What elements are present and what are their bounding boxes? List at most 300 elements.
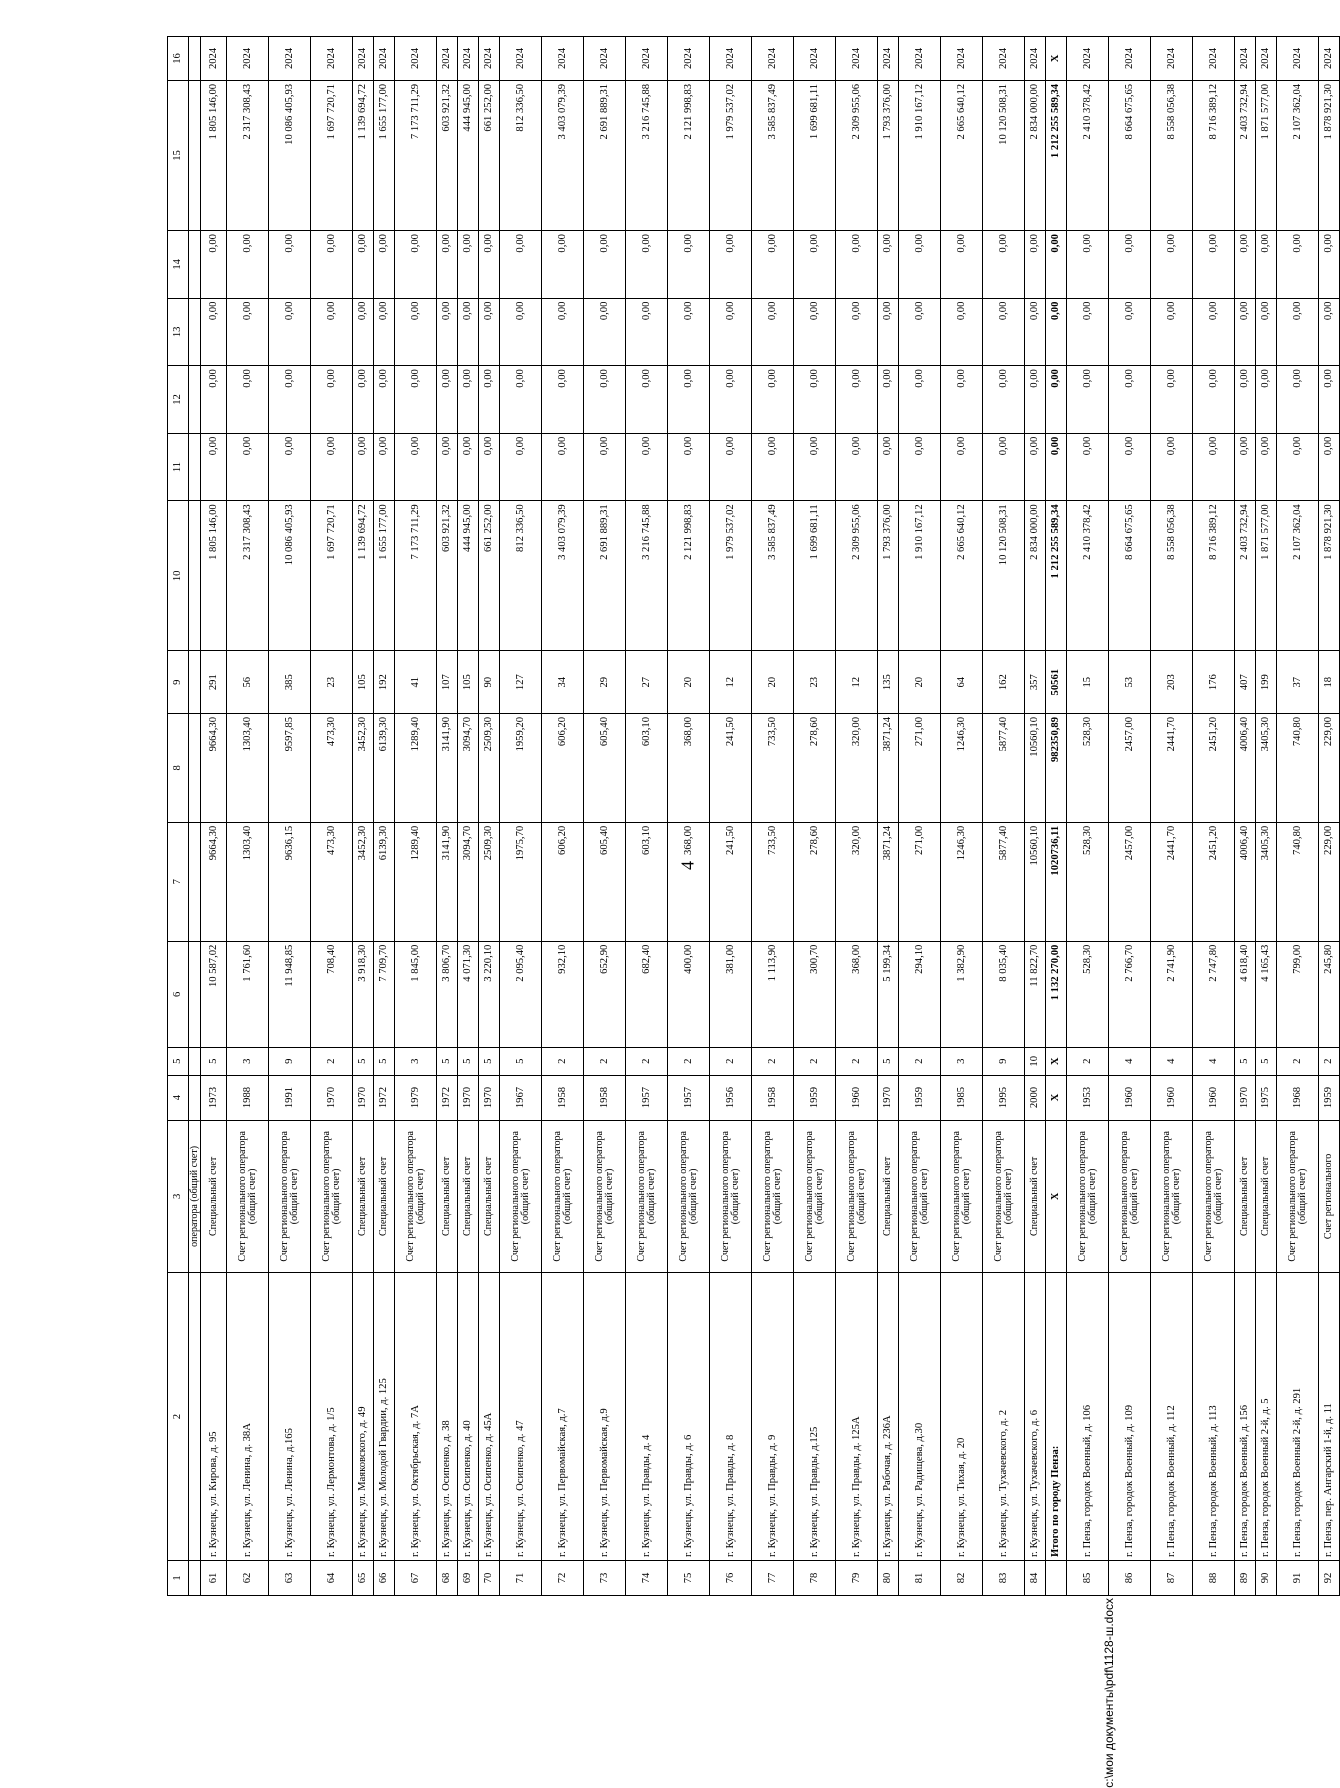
table-row (201, 37, 227, 1596)
cell-col-5: 2 (794, 1048, 836, 1076)
cell-col-11: 0,00 (227, 433, 269, 501)
cell-col-14: 0,00 (311, 231, 353, 299)
column-number-3: 3 (168, 1120, 189, 1273)
cell-col-11: 0,00 (1277, 433, 1319, 501)
cell-col-3: X (1046, 1120, 1067, 1273)
cell-col-3: Счет регионального оператора (общий счет) (668, 1120, 710, 1273)
cell-col-6: 3 918,30 (353, 941, 374, 1047)
cell-col-5: 2 (836, 1048, 878, 1076)
cell-col-4: 1970 (458, 1075, 479, 1120)
cell-col-9: 23 (311, 651, 353, 714)
cell-col-6: 5 199,34 (878, 941, 899, 1047)
cell-col-10: 1 139 694,72 (353, 501, 374, 651)
cell-col-4: 1957 (626, 1075, 668, 1120)
cell-col-13: 0,00 (752, 298, 794, 366)
cell-col-15: 2 309 955,06 (836, 80, 878, 230)
cell-col-3: Специальный счет (458, 1120, 479, 1273)
cell-col-16: 2024 (458, 37, 479, 81)
cell-col-3: Счет регионального оператора (общий счет) (227, 1120, 269, 1273)
cell-col-6: 11 948,85 (269, 941, 311, 1047)
cell-col-15: 1 793 376,00 (878, 80, 899, 230)
cell-col-2: г. Кузнецк, ул. Правды, д. 8 (710, 1273, 752, 1561)
cell-col-15: 812 336,50 (500, 80, 542, 230)
cell-col-12: 0,00 (201, 366, 227, 434)
cell-col-1: 85 (1067, 1560, 1109, 1595)
cell-col-7: 1246,30 (941, 822, 983, 941)
cell-col-11: 0,00 (500, 433, 542, 501)
cell-col-10: 2 121 998,83 (668, 501, 710, 651)
cell-col-3: Счет регионального оператора (общий счет) (710, 1120, 752, 1273)
column-number-7: 7 (168, 822, 189, 941)
cell-col-3: Специальный счет (1256, 1120, 1277, 1273)
cell-col-9: 176 (1193, 651, 1235, 714)
cell-col-11: 0,00 (878, 433, 899, 501)
cell-col-13: 0,00 (794, 298, 836, 366)
cell-col-9: 199 (1256, 651, 1277, 714)
cell-col-1: 71 (500, 1560, 542, 1595)
cell-col-2: г. Кузнецк, ул. Правды, д. 125А (836, 1273, 878, 1561)
cell-col-13: 0,00 (395, 298, 437, 366)
cell-col-6: 708,40 (311, 941, 353, 1047)
cell-col-13: 0,00 (1067, 298, 1109, 366)
cell-col-16: 2024 (374, 37, 395, 81)
cell-col-12: 0,00 (1235, 366, 1256, 434)
cell-col-14: 0,00 (1151, 231, 1193, 299)
cell-col-3: Специальный счет (479, 1120, 500, 1273)
cell-col-7: 3405,30 (1256, 822, 1277, 941)
cell-col-15: 2 665 640,12 (941, 80, 983, 230)
cell-col-4: 1975 (1256, 1075, 1277, 1120)
cell-col-10: 661 252,00 (479, 501, 500, 651)
cell-col-2: г. Кузнецк, ул. Ленина, д. 38А (227, 1273, 269, 1561)
cell-col-6: 400,00 (668, 941, 710, 1047)
cell-col-14: 0,00 (626, 231, 668, 299)
cell-col-4: 1968 (1277, 1075, 1319, 1120)
cell-col-14: 0,00 (1193, 231, 1235, 299)
column-number-row (168, 37, 189, 1596)
cell-col-5: 2 (542, 1048, 584, 1076)
table-row (374, 37, 395, 1596)
column-number-13: 13 (168, 298, 189, 366)
cell-col-12: 0,00 (1256, 366, 1277, 434)
cell-col-16: 2024 (1256, 37, 1277, 81)
cell-col-4: 1979 (395, 1075, 437, 1120)
cell-col-4: 1972 (374, 1075, 395, 1120)
cell-col-11: 0,00 (311, 433, 353, 501)
cell-col-6: 682,40 (626, 941, 668, 1047)
cell-col-5: 3 (227, 1048, 269, 1076)
table-row (311, 37, 353, 1596)
cell-col-6: 294,10 (899, 941, 941, 1047)
table-row (1319, 37, 1340, 1596)
cell-col-9: 107 (437, 651, 458, 714)
cell-col-1: 61 (201, 1560, 227, 1595)
cell-col-15: 1 697 720,71 (311, 80, 353, 230)
cell-col-6: 1 382,90 (941, 941, 983, 1047)
cell-col-7: 229,00 (1319, 822, 1340, 941)
cell-col-12: 0,00 (836, 366, 878, 434)
table-row (1256, 37, 1277, 1596)
table-row (584, 37, 626, 1596)
cell-col-16: 2024 (500, 37, 542, 81)
cell-col-6: 2 741,90 (1151, 941, 1193, 1047)
cell-col-16: 2024 (983, 37, 1025, 81)
cell-col-12: 0,00 (668, 366, 710, 434)
cell-col-9: 105 (458, 651, 479, 714)
cell-col-7: 368,00 (668, 822, 710, 941)
cell-col-1: 82 (941, 1560, 983, 1595)
cell-col-12: 0,00 (752, 366, 794, 434)
cell-col-1 (1046, 1560, 1067, 1595)
cell-col-16: 2024 (395, 37, 437, 81)
cell-col-9: 192 (374, 651, 395, 714)
cell-col-2: г. Пенза, пер. Ангарский 1-й, д. 11 (1319, 1273, 1340, 1561)
cell-col-13: 0,00 (437, 298, 458, 366)
cell-col-7: 3452,30 (353, 822, 374, 941)
table-row (668, 37, 710, 1596)
cell-col-9: 357 (1025, 651, 1046, 714)
cell-col-15: 8 558 056,38 (1151, 80, 1193, 230)
cell-col-7: 6139,30 (374, 822, 395, 941)
cell-col-1: 79 (836, 1560, 878, 1595)
cell-col-11: 0,00 (542, 433, 584, 501)
cell-col-13: 0,00 (584, 298, 626, 366)
cell-col-9: 15 (1067, 651, 1109, 714)
cell-col-2: г. Кузнецк, ул. Радищева, д.30 (899, 1273, 941, 1561)
cell-col-8: 605,40 (584, 713, 626, 822)
cell-col-13: 0,00 (1046, 298, 1067, 366)
cell-col-4: X (1046, 1075, 1067, 1120)
cell-col-9: 56 (227, 651, 269, 714)
table-row (395, 37, 437, 1596)
cell-col-15: 1 878 921,30 (1319, 80, 1340, 230)
cell-col-1: 92 (1319, 1560, 1340, 1595)
cell-col-1: 68 (437, 1560, 458, 1595)
cell-col-2: г. Кузнецк, ул. Тихая, д. 20 (941, 1273, 983, 1561)
cell-col-2: г. Пенза, городок Военный, д. 112 (1151, 1273, 1193, 1561)
cell-col-8: 733,50 (752, 713, 794, 822)
cell-col-4: 1957 (668, 1075, 710, 1120)
cell-col-4: 1959 (1319, 1075, 1340, 1120)
cell-col-2: г. Кузнецк, ул. Ленина, д.165 (269, 1273, 311, 1561)
cell-col-10: 2 410 378,42 (1067, 501, 1109, 651)
cell-col-8: 241,50 (710, 713, 752, 822)
cell-col-13: 0,00 (269, 298, 311, 366)
cell-col-4: 1956 (710, 1075, 752, 1120)
cell-col-2: г. Кузнецк, ул. Правды, д.125 (794, 1273, 836, 1561)
cell-col-6: 2 747,80 (1193, 941, 1235, 1047)
cell-col-11: 0,00 (458, 433, 479, 501)
cell-col-2: г. Пенза, городок Военный, д. 113 (1193, 1273, 1235, 1561)
cell-col-13: 0,00 (353, 298, 374, 366)
cell-col-13: 0,00 (1025, 298, 1046, 366)
cell-col-2: г. Кузнецк, ул. Маяковского, д. 49 (353, 1273, 374, 1561)
cell-col-9: 37 (1277, 651, 1319, 714)
cell-col-2: г. Кузнецк, ул. Молодой Гвардии, д. 125 (374, 1273, 395, 1561)
cell-col-12: 0,00 (1277, 366, 1319, 434)
cell-col-15: 2 691 889,31 (584, 80, 626, 230)
cell-col-11: 0,00 (269, 433, 311, 501)
cell-col-3: Счет регионального оператора (общий счет) (1193, 1120, 1235, 1273)
continuation-label: оператора (общий счет) (189, 1120, 201, 1273)
cell-col-16: 2024 (899, 37, 941, 81)
cell-col-6: 799,00 (1277, 941, 1319, 1047)
table-row (1025, 37, 1046, 1596)
cell-col-3: Счет регионального оператора (общий счет) (1277, 1120, 1319, 1273)
cell-col-6: 1 132 270,00 (1046, 941, 1067, 1047)
cell-col-13: 0,00 (710, 298, 752, 366)
cell-col-2: Итого по городу Пенза: (1046, 1273, 1067, 1561)
cell-col-6: 300,70 (794, 941, 836, 1047)
cell-col-2: г. Пенза, городок Военный, д. 106 (1067, 1273, 1109, 1561)
cell-col-4: 1958 (752, 1075, 794, 1120)
cell-col-5: 3 (395, 1048, 437, 1076)
cell-col-3: Счет регионального оператора (общий счет) (500, 1120, 542, 1273)
cell-col-6: 8 035,40 (983, 941, 1025, 1047)
cell-col-12: 0,00 (1067, 366, 1109, 434)
cell-col-16: 2024 (1277, 37, 1319, 81)
table-row (353, 37, 374, 1596)
cell-col-10: 1 655 177,00 (374, 501, 395, 651)
cell-col-4: 1970 (479, 1075, 500, 1120)
cell-col-8: 473,30 (311, 713, 353, 822)
cell-col-16: X (1046, 37, 1067, 81)
cell-col-8: 320,00 (836, 713, 878, 822)
cell-col-8: 982350,89 (1046, 713, 1067, 822)
cell-col-6: 4 071,30 (458, 941, 479, 1047)
column-number-5: 5 (168, 1048, 189, 1076)
cell-col-12: 0,00 (710, 366, 752, 434)
column-number-15: 15 (168, 80, 189, 230)
cell-col-16: 2024 (1319, 37, 1340, 81)
cell-col-9: 18 (1319, 651, 1340, 714)
cell-col-16: 2024 (878, 37, 899, 81)
table-row (1277, 37, 1319, 1596)
cell-col-13: 0,00 (668, 298, 710, 366)
cell-col-15: 1 655 177,00 (374, 80, 395, 230)
cell-col-10: 2 309 955,06 (836, 501, 878, 651)
cell-col-12: 0,00 (437, 366, 458, 434)
cell-col-7: 733,50 (752, 822, 794, 941)
cell-col-2: г. Кузнецк, ул. Лермонтова, д. 1/5 (311, 1273, 353, 1561)
cell-col-7: 2451,20 (1193, 822, 1235, 941)
cell-col-2: г. Кузнецк, ул. Правды, д. 9 (752, 1273, 794, 1561)
cell-col-8: 1303,40 (227, 713, 269, 822)
cell-col-9: 127 (500, 651, 542, 714)
cell-col-1: 75 (668, 1560, 710, 1595)
cell-col-11: 0,00 (626, 433, 668, 501)
cell-col-14: 0,00 (1277, 231, 1319, 299)
cell-col-7: 241,50 (710, 822, 752, 941)
cell-col-4: 1970 (311, 1075, 353, 1120)
cell-col-10: 7 173 711,29 (395, 501, 437, 651)
cell-col-10: 2 107 362,04 (1277, 501, 1319, 651)
cell-col-6: 4 165,43 (1256, 941, 1277, 1047)
cell-col-7: 3871,24 (878, 822, 899, 941)
table-row (1109, 37, 1151, 1596)
cell-col-1: 69 (458, 1560, 479, 1595)
cell-col-11: 0,00 (1046, 433, 1067, 501)
cell-col-12: 0,00 (395, 366, 437, 434)
cell-col-4: 1988 (227, 1075, 269, 1120)
cell-col-12: 0,00 (542, 366, 584, 434)
cell-col-16: 2024 (311, 37, 353, 81)
cell-col-10: 1 979 537,02 (710, 501, 752, 651)
cell-col-13: 0,00 (1277, 298, 1319, 366)
cell-col-8: 9664,30 (201, 713, 227, 822)
cell-col-14: 0,00 (1025, 231, 1046, 299)
cell-col-9: 20 (752, 651, 794, 714)
cell-col-13: 0,00 (1193, 298, 1235, 366)
cell-col-7: 3094,70 (458, 822, 479, 941)
cell-col-7: 740,80 (1277, 822, 1319, 941)
cell-col-1: 63 (269, 1560, 311, 1595)
cell-col-14: 0,00 (899, 231, 941, 299)
cell-col-11: 0,00 (668, 433, 710, 501)
cell-col-6: 2 095,40 (500, 941, 542, 1047)
cell-col-14: 0,00 (941, 231, 983, 299)
cell-col-15: 2 107 362,04 (1277, 80, 1319, 230)
cell-col-2: г. Кузнецк, ул. Осипенко, д. 38 (437, 1273, 458, 1561)
cell-col-1: 88 (1193, 1560, 1235, 1595)
cell-col-5: 2 (626, 1048, 668, 1076)
cell-col-9: 41 (395, 651, 437, 714)
column-number-9: 9 (168, 651, 189, 714)
cell-col-16: 2024 (479, 37, 500, 81)
cell-col-5: 10 (1025, 1048, 1046, 1076)
cell-col-9: 53 (1109, 651, 1151, 714)
table-sheet (167, 36, 1335, 1596)
cell-col-1: 62 (227, 1560, 269, 1595)
cell-col-5: 5 (878, 1048, 899, 1076)
cell-col-3: Счет регионального оператора (общий счет) (1109, 1120, 1151, 1273)
cell-col-11: 0,00 (1256, 433, 1277, 501)
cell-col-7: 271,00 (899, 822, 941, 941)
cell-col-10: 1 910 167,12 (899, 501, 941, 651)
cell-col-15: 2 121 998,83 (668, 80, 710, 230)
cell-col-6: 1 761,60 (227, 941, 269, 1047)
cell-col-9: 27 (626, 651, 668, 714)
cell-col-11: 0,00 (710, 433, 752, 501)
cell-col-8: 9597,85 (269, 713, 311, 822)
cell-col-14: 0,00 (836, 231, 878, 299)
cell-col-13: 0,00 (836, 298, 878, 366)
cell-col-9: 34 (542, 651, 584, 714)
cell-col-1: 91 (1277, 1560, 1319, 1595)
cell-col-7: 1303,40 (227, 822, 269, 941)
cell-col-14: 0,00 (374, 231, 395, 299)
cell-col-3: Счет регионального оператора (общий счет) (1151, 1120, 1193, 1273)
cell-col-10: 1 805 146,00 (201, 501, 227, 651)
cell-col-4: 1970 (353, 1075, 374, 1120)
cell-col-3: Счет регионального оператора (общий счет) (794, 1120, 836, 1273)
cell-col-6: 652,90 (584, 941, 626, 1047)
cell-col-16: 2024 (353, 37, 374, 81)
cell-col-16: 2024 (626, 37, 668, 81)
continuation-row (189, 37, 201, 1596)
cell-col-14: 0,00 (1235, 231, 1256, 299)
cell-col-8: 1246,30 (941, 713, 983, 822)
cell-col-2: г. Кузнецк, ул. Тухачевского, д. 2 (983, 1273, 1025, 1561)
cell-col-9: 407 (1235, 651, 1256, 714)
cell-col-8: 6139,30 (374, 713, 395, 822)
cell-col-9: 20 (899, 651, 941, 714)
cell-col-9: 162 (983, 651, 1025, 714)
cell-col-9: 105 (353, 651, 374, 714)
cell-col-3: Счет регионального оператора (общий счет) (395, 1120, 437, 1273)
cell-col-15: 7 173 711,29 (395, 80, 437, 230)
cell-col-5: 5 (374, 1048, 395, 1076)
cell-col-15: 3 585 837,49 (752, 80, 794, 230)
cell-col-13: 0,00 (1256, 298, 1277, 366)
cell-col-7: 606,20 (542, 822, 584, 941)
cell-col-15: 2 317 308,43 (227, 80, 269, 230)
cell-col-9: 20 (668, 651, 710, 714)
cell-col-13: 0,00 (311, 298, 353, 366)
cell-col-11: 0,00 (584, 433, 626, 501)
cell-col-9: 64 (941, 651, 983, 714)
cell-col-7: 9664,30 (201, 822, 227, 941)
table-row (542, 37, 584, 1596)
cell-col-8: 3871,24 (878, 713, 899, 822)
cell-col-3: Специальный счет (374, 1120, 395, 1273)
cell-col-13: 0,00 (374, 298, 395, 366)
cell-col-11: 0,00 (1193, 433, 1235, 501)
cell-col-10: 2 317 308,43 (227, 501, 269, 651)
cell-col-1: 67 (395, 1560, 437, 1595)
cell-col-11: 0,00 (201, 433, 227, 501)
cell-col-12: 0,00 (353, 366, 374, 434)
cell-col-5: 5 (1256, 1048, 1277, 1076)
cell-col-15: 1 699 681,11 (794, 80, 836, 230)
cell-col-12: 0,00 (1046, 366, 1067, 434)
cell-col-3: Счет регионального оператора (общий счет) (752, 1120, 794, 1273)
cell-col-7: 528,30 (1067, 822, 1109, 941)
cell-col-4: 1967 (500, 1075, 542, 1120)
cell-col-8: 606,20 (542, 713, 584, 822)
cell-col-3: Специальный счет (353, 1120, 374, 1273)
cell-col-15: 10 120 508,31 (983, 80, 1025, 230)
cell-col-1: 80 (878, 1560, 899, 1595)
cell-col-7: 278,60 (794, 822, 836, 941)
cell-col-8: 3405,30 (1256, 713, 1277, 822)
cell-col-1: 86 (1109, 1560, 1151, 1595)
cell-col-4: 1959 (899, 1075, 941, 1120)
cell-col-4: 1995 (983, 1075, 1025, 1120)
cell-col-13: 0,00 (1235, 298, 1256, 366)
table-row (752, 37, 794, 1596)
cell-col-10: 2 691 889,31 (584, 501, 626, 651)
cell-col-16: 2024 (542, 37, 584, 81)
cell-col-8: 2441,70 (1151, 713, 1193, 822)
cell-col-14: 0,00 (1067, 231, 1109, 299)
cell-col-4: 1958 (542, 1075, 584, 1120)
cell-col-2: г. Кузнецк, ул. Осипенко, д. 47 (500, 1273, 542, 1561)
table-row (269, 37, 311, 1596)
cell-col-16: 2024 (269, 37, 311, 81)
cell-col-10: 2 834 000,00 (1025, 501, 1046, 651)
cell-col-10: 2 403 732,94 (1235, 501, 1256, 651)
cell-col-10: 8 664 675,65 (1109, 501, 1151, 651)
cell-col-7: 1289,40 (395, 822, 437, 941)
cell-col-3: Счет регионального оператора (общий счет) (584, 1120, 626, 1273)
cell-col-4: 1960 (1151, 1075, 1193, 1120)
cell-col-6: 10 587,02 (201, 941, 227, 1047)
cell-col-12: 0,00 (1193, 366, 1235, 434)
cell-col-1: 65 (353, 1560, 374, 1595)
cell-col-15: 661 252,00 (479, 80, 500, 230)
cell-col-16: 2024 (1109, 37, 1151, 81)
